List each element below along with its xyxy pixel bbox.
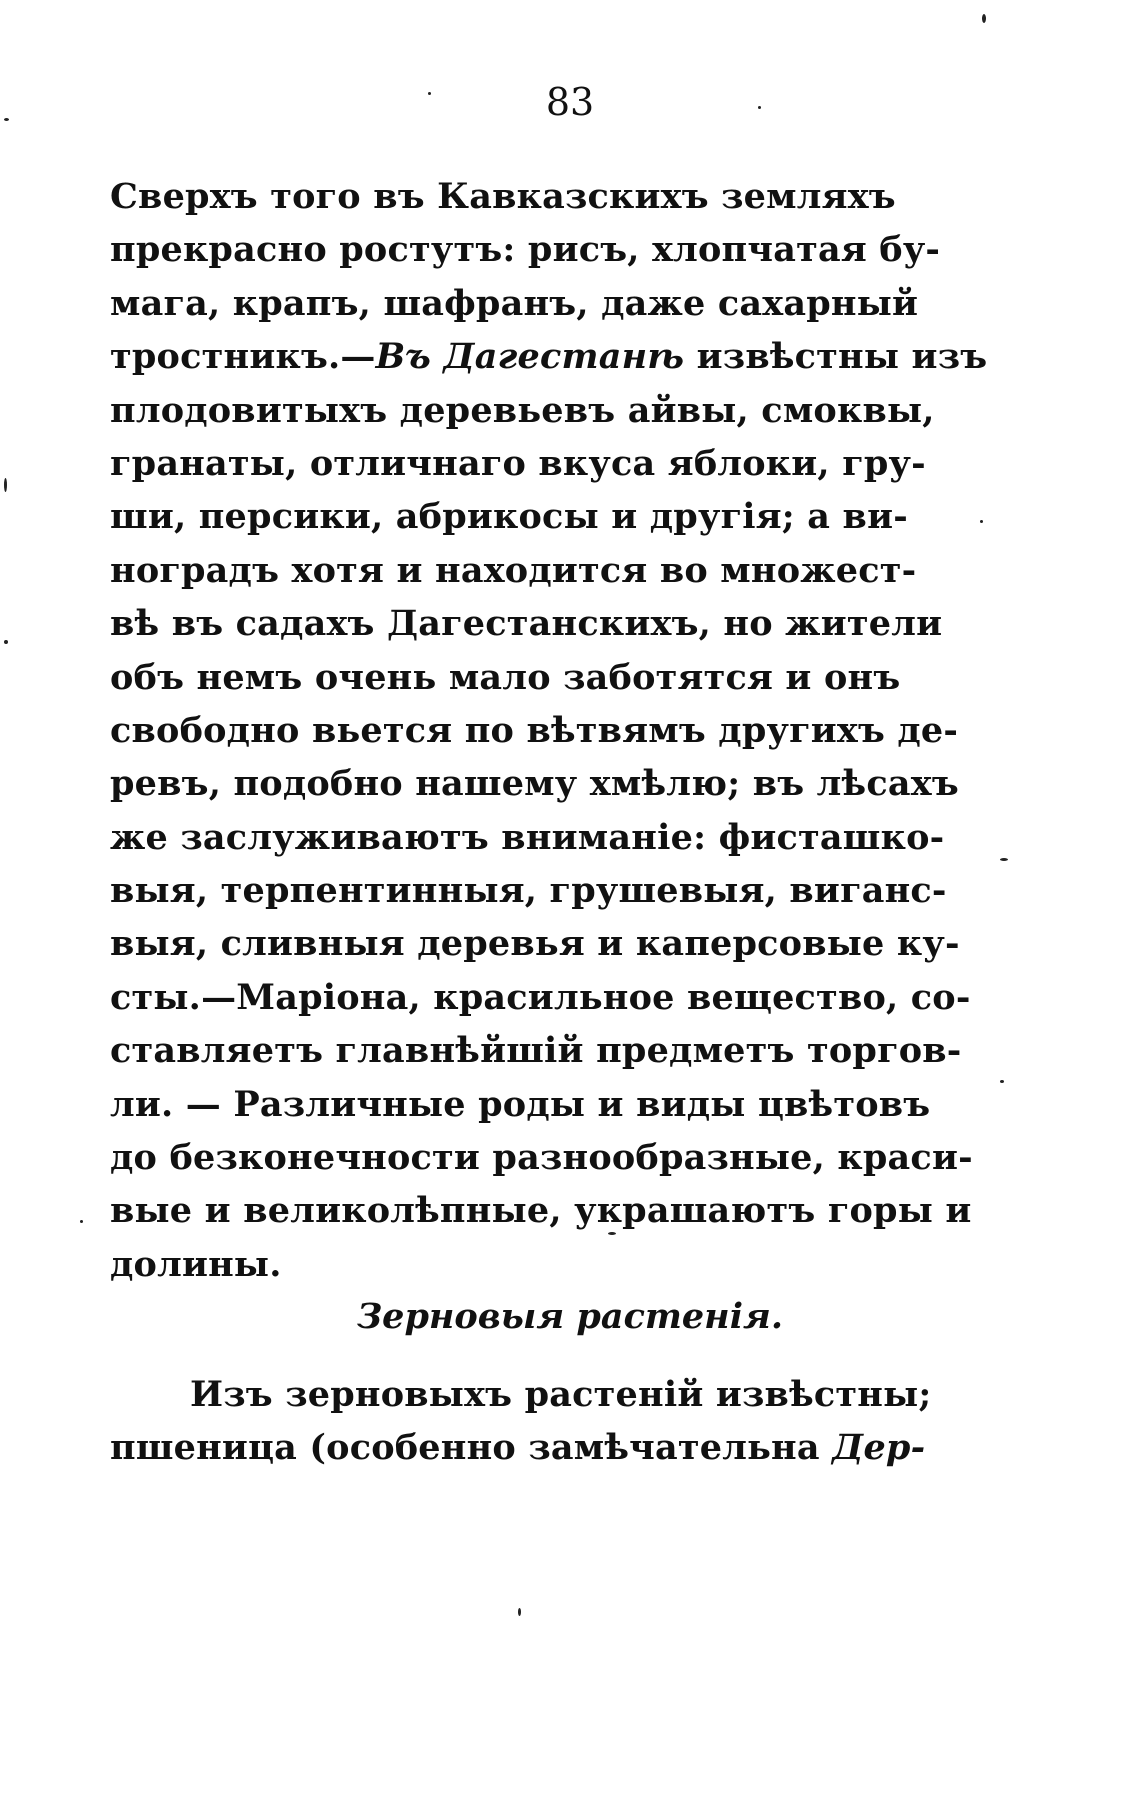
text-line: вѣ въ садахъ Дагестанскихъ, но жители bbox=[110, 603, 943, 645]
scan-speck bbox=[982, 14, 986, 23]
text-line: плодовитыхъ деревьевъ айвы, смоквы, bbox=[110, 389, 935, 431]
text-line: ревъ, подобно нашему хмѣлю; въ лѣсахъ bbox=[110, 763, 959, 805]
section-heading: Зерновыя растенія. bbox=[356, 1296, 784, 1337]
text-line: выя, терпентинныя, грушевыя, виганс- bbox=[110, 870, 947, 912]
paragraph-1 bbox=[110, 170, 988, 1291]
italic-place-name: Въ Дагестанѣ bbox=[375, 336, 685, 378]
text-line: свободно вьется по вѣтвямъ другихъ де- bbox=[110, 709, 959, 751]
scan-speck bbox=[4, 640, 8, 644]
text-line-with-italic bbox=[110, 330, 988, 383]
scan-speck bbox=[4, 118, 9, 121]
text-line: до безконечности разнообразные, краси- bbox=[110, 1137, 973, 1179]
scan-speck bbox=[518, 1608, 521, 1616]
text-line: же заслуживаютъ вниманіе: фисташко- bbox=[110, 816, 945, 858]
paragraph-2 bbox=[110, 1368, 932, 1475]
text-segment: извѣстны изъ bbox=[684, 336, 988, 378]
scan-speck bbox=[1000, 1080, 1004, 1083]
text-line: ноградъ хотя и находится во множест- bbox=[110, 549, 917, 591]
text-segment: пшеница (особенно замѣчательна bbox=[110, 1427, 833, 1469]
page-number: 83 bbox=[545, 80, 595, 124]
text-line: ставляетъ главнѣйшій предметъ торгов- bbox=[110, 1030, 962, 1072]
text-line: ши, персики, абрикосы и другія; а ви- bbox=[110, 496, 908, 538]
italic-place-name: Дер- bbox=[832, 1427, 926, 1469]
text-line: Изъ зерновыхъ растеній извѣстны; bbox=[190, 1374, 932, 1415]
text-line: объ немъ очень мало заботятся и онъ bbox=[110, 656, 901, 698]
text-line: гранаты, отличнаго вкуса яблоки, гру- bbox=[110, 442, 926, 484]
scan-speck bbox=[4, 478, 7, 492]
scan-speck bbox=[1000, 858, 1008, 861]
text-line: долины. bbox=[110, 1243, 282, 1285]
scan-speck bbox=[758, 106, 761, 109]
text-line: ли. — Различные роды и виды цвѣтовъ bbox=[110, 1083, 931, 1125]
scan-speck bbox=[80, 1220, 83, 1223]
text-line: выя, сливныя деревья и каперсовые ку- bbox=[110, 923, 960, 965]
text-line: мага, крапъ, шафранъ, даже сахарный bbox=[110, 282, 919, 324]
text-line: вые и великолѣпные, украшаютъ горы и bbox=[110, 1190, 972, 1232]
scan-speck bbox=[428, 92, 431, 95]
text-line: сты.—Маріона, красильное вещество, со- bbox=[110, 976, 971, 1018]
text-segment: тростникъ.— bbox=[110, 336, 376, 378]
scan-speck bbox=[608, 1232, 616, 1235]
text-line: Сверхъ того въ Кавказскихъ земляхъ bbox=[110, 176, 896, 217]
text-line-with-italic bbox=[110, 1421, 926, 1474]
text-line: прекрасно ростутъ: рисъ, хлопчатая бу- bbox=[110, 229, 941, 271]
scan-speck bbox=[980, 520, 983, 523]
